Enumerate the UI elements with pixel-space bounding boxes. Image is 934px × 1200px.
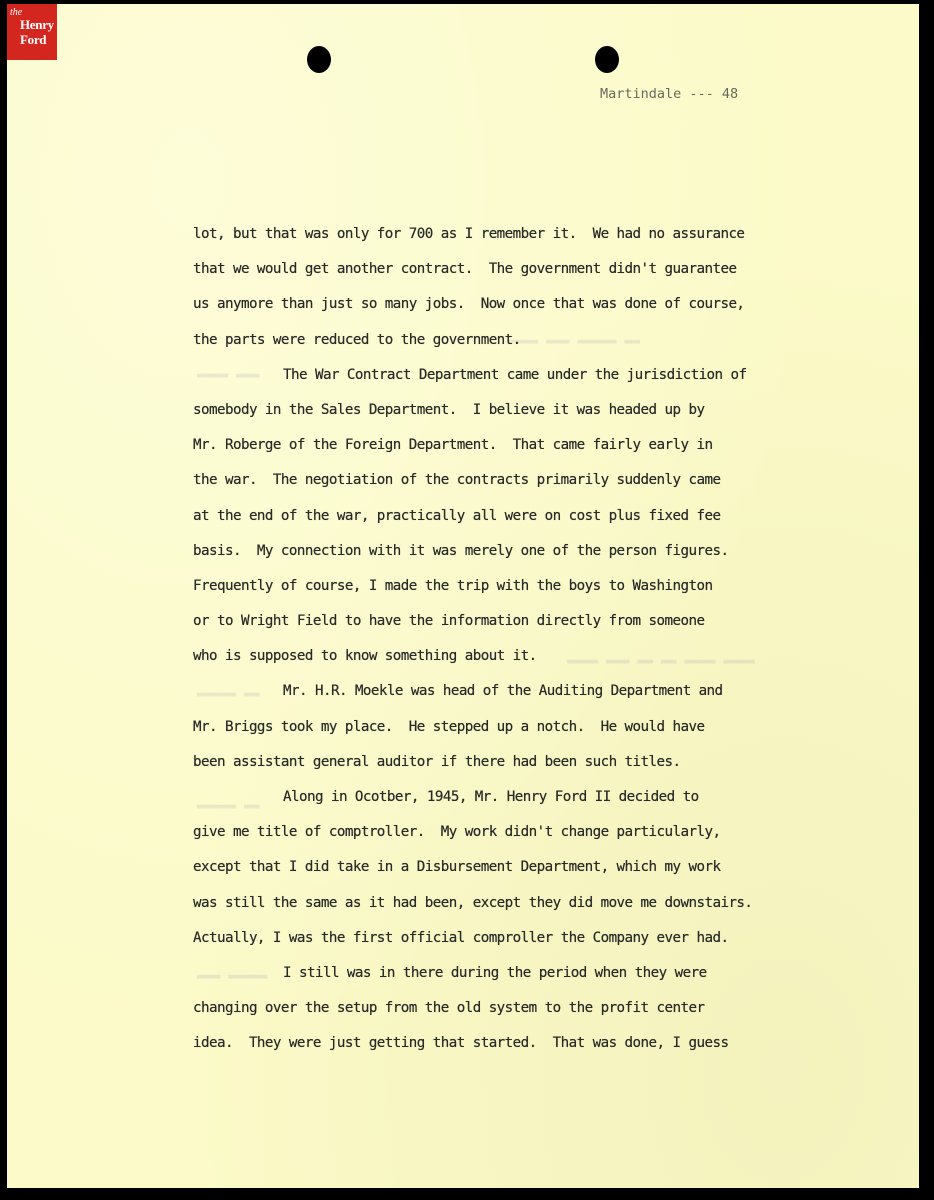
text-line: Mr. Roberge of the Foreign Department. That came fairly early in [193,437,713,454]
text-line: was still the same as it had been, except they did move me downstairs. [193,894,753,911]
text-line: somebody in the Sales Department. I believe it was headed up by [193,401,705,418]
punch-hole-right [595,46,619,73]
text-line: been assistant general auditor if there had been such titles. [193,753,681,770]
body-text [193,226,833,1071]
bleed-through-mark: ▬▬▬▬▬ ▬▬ [197,799,260,814]
text-line: Along in Ocotber, 1945, Mr. Henry Ford II decided to [283,789,699,805]
text-line: Actually, I was the first official comproller the Company ever had. [193,929,729,946]
text-line: us anymore than just so many jobs. Now once that was done of course, [193,296,745,313]
page-header: Martindale --- 48 [600,86,739,102]
text-line: except that I did take in a Disbursement Department, which my work [193,859,721,876]
text-line: Mr. H.R. Moekle was head of the Auditing Department and [283,683,723,700]
text-line: basis. My connection with it was merely one of the person figures. [193,542,729,559]
bleed-through-mark: ▬▬▬▬ ▬▬▬ [197,368,260,383]
text-line: idea. They were just getting that started. That was done, I guess [193,1035,729,1052]
text-line: the war. The negotiation of the contracts primarily suddenly came [193,472,721,489]
bleed-through-mark: ▬▬▬▬ ▬▬▬ ▬▬▬▬▬ ▬▬ [507,334,641,349]
henry-ford-logo [7,4,57,60]
logo-the: the [10,7,23,18]
logo-ford: Ford [20,32,47,47]
typed-page [7,4,919,1188]
text-line: changing over the setup from the old system to the profit center [193,1000,705,1017]
text-line: give me title of comptroller. My work didn't change particularly, [193,824,721,841]
bleed-through-mark: ▬▬▬▬ ▬▬▬ ▬▬ ▬▬ ▬▬▬▬ ▬▬▬▬ [567,654,755,669]
text-line: Mr. Briggs took my place. He stepped up a notch. He would have [193,718,705,735]
text-line: at the end of the war, practically all were on cost plus fixed fee [193,507,721,524]
text-line: I still was in there during the period when they were [283,964,707,981]
punch-hole-left [307,46,331,73]
bleed-through-mark: ▬▬▬▬▬ ▬▬ [197,687,260,702]
logo-henry: Henry [20,17,54,32]
text-line: the parts were reduced to the government. [193,331,521,348]
text-line: who is supposed to know something about it. [193,648,537,665]
text-line: Frequently of course, I made the trip with the boys to Washington [193,577,713,594]
text-line: that we would get another contract. The government didn't guarantee [193,261,737,278]
text-line: or to Wright Field to have the information directly from someone [193,613,705,630]
text-line: The War Contract Department came under the jurisdiction of [283,366,747,383]
bleed-through-mark: ▬▬▬ ▬▬▬▬▬ [197,969,268,984]
text-line: lot, but that was only for 700 as I remember it. We had no assurance [193,226,745,242]
